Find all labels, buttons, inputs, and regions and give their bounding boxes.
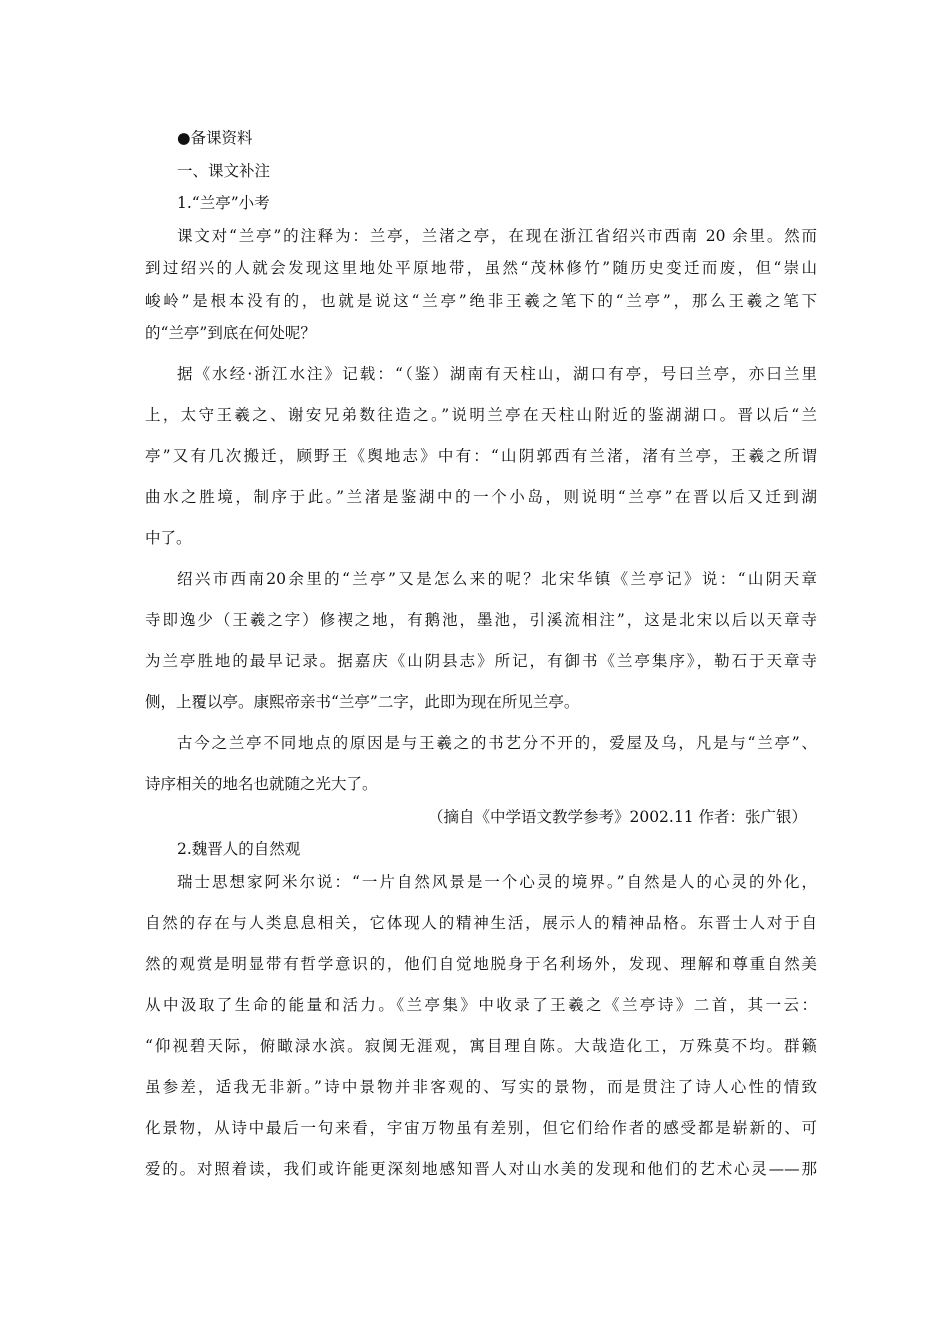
part-title: 一、课文补注 bbox=[177, 161, 271, 180]
paragraph-line: “仰视碧天际，俯瞰渌水滨。寂阒无涯观，寓目理自陈。大哉造化工，万殊莫不均。群籁 bbox=[145, 1036, 817, 1055]
paragraph-line: 古今之兰亭不同地点的原因是与王羲之的书艺分不开的，爱屋及乌，凡是与“兰亭”、 bbox=[177, 734, 817, 752]
paragraph-line: 诗序相关的地名也就随之光大了。 bbox=[145, 775, 378, 793]
paragraph-line: 中了。 bbox=[145, 529, 192, 547]
paragraph-line: 然的观赏是明显带有哲学意识的，他们自觉地脱身于名利场外，发现、理解和尊重自然美 bbox=[145, 954, 817, 973]
paragraph-line: 峻岭”是根本没有的，也就是说这“兰亭”绝非王羲之笔下的“兰亭”，那么王羲之笔下 bbox=[145, 291, 817, 310]
paragraph-line: 瑞士思想家阿米尔说：“一片自然风景是一个心灵的境界。”自然是人的心灵的外化， bbox=[177, 872, 817, 891]
paragraph-line: 亭”又有几次搬迁，顾野王《舆地志》中有：“山阴郭西有兰渚，渚有兰亭，王羲之所谓 bbox=[145, 447, 817, 465]
paragraph-line: 寺即逸少（王羲之字）修禊之地，有鹅池，墨池，引溪流相注”，这是北宋以后以天章寺 bbox=[145, 611, 817, 629]
paragraph-line: 侧，上覆以亭。康熙帝亲书“兰亭”二字，此即为现在所见兰亭。 bbox=[145, 693, 580, 711]
subsection-title-1: 1.“兰亭”小考 bbox=[177, 194, 270, 212]
document-body bbox=[145, 122, 817, 1185]
paragraph-line: 为兰亭胜地的最早记录。据嘉庆《山阴县志》所记，有御书《兰亭集序》，勒石于天章寺 bbox=[145, 652, 817, 670]
paragraph-line: 绍兴市西南20余里的“兰亭”又是怎么来的呢？北宋华镇《兰亭记》说：“山阴天章 bbox=[177, 570, 817, 588]
paragraph-line: 爱的。对照着读，我们或许能更深刻地感知晋人对山水美的发现和他们的艺术心灵——那 bbox=[145, 1159, 817, 1178]
source-citation: （摘自《中学语文教学参考》2002.11 作者：张广银） bbox=[427, 807, 807, 826]
subsection-title-2: 2.魏晋人的自然观 bbox=[177, 840, 301, 858]
paragraph-line: 化景物，从诗中最后一句来看，宇宙万物虽有差别，但它们给作者的感受都是崭新的、可 bbox=[145, 1118, 817, 1137]
paragraph-line: 课文对“兰亭”的注释为：兰亭，兰渚之亭，在现在浙江省绍兴市西南 20 余里。然而 bbox=[177, 226, 817, 245]
paragraph-line: 到过绍兴的人就会发现这里地处平原地带，虽然“茂林修竹”随历史变迁而废，但“崇山 bbox=[145, 259, 817, 277]
paragraph-line: 虽参差，适我无非新。”诗中景物并非客观的、写实的景物，而是贯注了诗人心性的情致 bbox=[145, 1077, 817, 1096]
paragraph-line: 自然的存在与人类息息相关，它体现人的精神生活，展示人的精神品格。东晋士人对于自 bbox=[145, 913, 817, 932]
paragraph-line: 上，太守王羲之、谢安兄弟数往造之。”说明兰亭在天柱山附近的鉴湖湖口。晋以后“兰 bbox=[145, 406, 817, 424]
paragraph-line: 从中汲取了生命的能量和活力。《兰亭集》中收录了王羲之《兰亭诗》二首，其一云： bbox=[145, 995, 817, 1014]
paragraph-line: 的“兰亭”到底在何处呢？ bbox=[145, 324, 316, 342]
section-marker: ●备课资料 bbox=[177, 129, 253, 147]
paragraph-line: 据《水经·浙江水注》记载：“（鉴）湖南有天柱山，湖口有亭，号曰兰亭，亦曰兰里 bbox=[177, 365, 817, 383]
paragraph-line: 曲水之胜境，制序于此。”兰渚是鉴湖中的一个小岛，则说明“兰亭”在晋以后又迁到湖 bbox=[145, 488, 817, 506]
